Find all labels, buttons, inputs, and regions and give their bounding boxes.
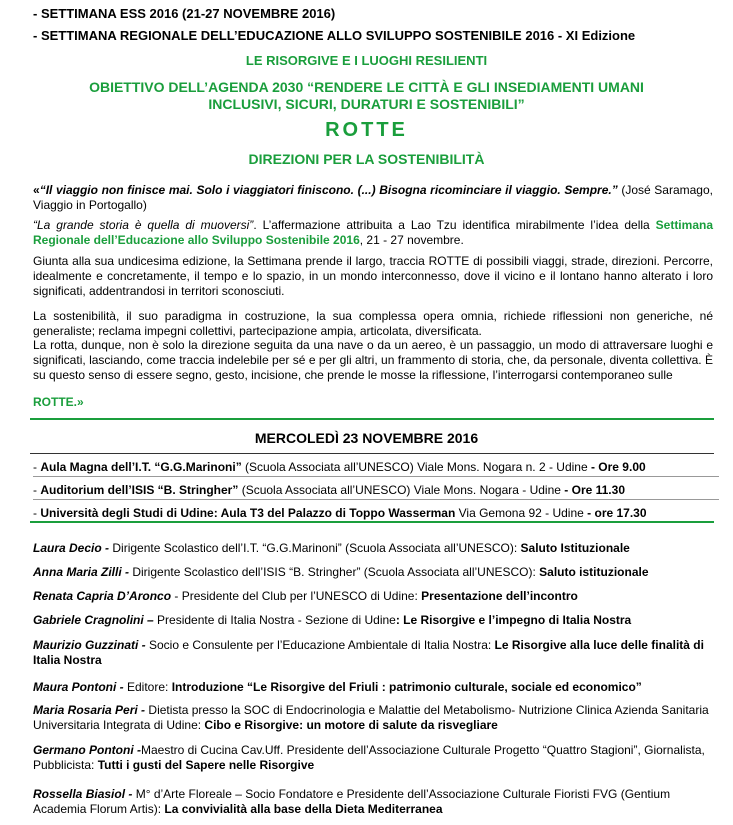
intro-closing: ROTTE.»	[33, 395, 84, 409]
speaker-role: Editore:	[123, 680, 172, 694]
speaker-4	[33, 613, 723, 628]
title-objective: OBIETTIVO DELL’AGENDA 2030 “RENDERE LE CITTÀ E GLI INSEDIAMENTI UMANI	[89, 79, 644, 95]
location-desc: (Scuola Associata all’UNESCO) Viale Mons. Nogara - Udine	[238, 483, 565, 497]
divider-loc-2	[33, 499, 719, 500]
intro-paragraph-3: Giunta alla sua undicesima edizione, la Settimana prende il largo, traccia ROTTE di possibili viaggi, strade, direzioni. Percorre, idealmente e concretamente, il tempo e lo spazio, in un mondo interconnesso, dove il vicino e il lontano hanno alterato i loro significati, addentrandosi in territori sconosciuti.	[33, 254, 713, 298]
location-desc: Via Gemona 92 - Udine	[455, 506, 588, 520]
quote-source: (José Saramago, Viaggio in Portogallo)	[33, 183, 713, 212]
title-rotte: ROTTE	[325, 119, 408, 141]
location-dash: -	[33, 460, 41, 474]
speaker-topic: Tutti i gusti del Sapere nelle Risorgive	[97, 758, 315, 772]
open-quote-mark: «	[33, 183, 40, 197]
location-dash: -	[33, 506, 41, 520]
speaker-topic: Saluto Istituzionale	[520, 541, 630, 555]
speaker-5	[33, 638, 723, 668]
intro-quote-paragraph	[33, 183, 713, 213]
location-3	[33, 506, 719, 521]
speaker-name: Germano Pontoni -	[33, 743, 141, 757]
intro-p2-end: , 21 - 27 novembre.	[359, 233, 464, 247]
intro-p2-text: . L’affermazione attribuita a Lao Tzu identifica mirabilmente l’idea della	[253, 218, 656, 232]
speaker-7	[33, 703, 723, 733]
intro-paragraph-5: La rotta, dunque, non è solo la direzione seguita da una nave o da un aereo, è un passaggio, un modo di attraversare luoghi e significati, lasciando, come traccia indelebile per sé e per gli altri, un frammento di storia, che, da personale, diventa collettiva. È su questo senso di essere segno, gesto, incisione, che prende le mosse la riflessione, l’interrogarsi contemporaneo sulle	[33, 338, 713, 382]
event-line-2: - SETTIMANA REGIONALE DELL’EDUCAZIONE ALLO SVILUPPO SOSTENIBILE 2016 - XI Edizione	[33, 28, 636, 43]
speaker-name: Maurizio Guzzinati -	[33, 638, 146, 652]
divider-bottom	[30, 521, 714, 523]
subtitle-directions: DIREZIONI PER LA SOSTENIBILITÀ	[248, 151, 485, 167]
speaker-role: Socio e Consulente per l’Educazione Ambientale di Italia Nostra:	[145, 638, 495, 652]
date-heading: MERCOLEDÌ 23 NOVEMBRE 2016	[254, 430, 479, 446]
speaker-name: Laura Decio -	[33, 541, 110, 555]
speaker-name: Renata Capria D’Aronco	[33, 589, 172, 603]
location-name: Auditorium dell’ISIS “B. Stringher”	[40, 483, 239, 497]
settimana-name: Settimana Regionale dell’Educazione allo Sviluppo Sostenibile 2016	[33, 218, 713, 247]
speaker-role: Presidente di Italia Nostra - Sezione di Udine	[153, 613, 396, 627]
location-name: Aula Magna dell’I.T. “G.G.Marinoni”	[40, 460, 242, 474]
speaker-role: - Presidente del Club per l’UNESCO di Udine:	[171, 589, 422, 603]
location-name: Università degli Studi di Udine: Aula T3 del Palazzo di Toppo Wasserman	[40, 506, 456, 520]
speaker-role: Dirigente Scolastico dell’ISIS “B. Stringher” (Scuola Associata all’UNESCO):	[129, 565, 540, 579]
location-1	[33, 460, 719, 475]
speaker-8	[33, 743, 723, 773]
speaker-name: Rossella Biasiol -	[33, 787, 133, 801]
location-time: - ore 17.30	[587, 506, 647, 520]
saramago-quote: “Il viaggio non finisce mai. Solo i viaggiatori finiscono. (...) Bisogna ricominciare il viaggio. Sempre.”	[39, 183, 618, 197]
location-time: - Ore 9.00	[590, 460, 646, 474]
speaker-name: Maura Pontoni -	[33, 680, 124, 694]
title-objective-2: INCLUSIVI, SICURI, DURATURI E SOSTENIBILI”	[208, 96, 525, 112]
speaker-role: Dietista presso la SOC di Endocrinologia e Malattie del Metabolismo- Nutrizione Clinica Azienda Sanitaria Universitaria Integrata di Udine:	[33, 703, 709, 732]
speaker-topic: Le Risorgive alla luce delle finalità di Italia Nostra	[33, 638, 704, 667]
speaker-1	[33, 541, 723, 556]
title-risorgive: LE RISORGIVE E I LUOGHI RESILIENTI	[245, 53, 488, 68]
divider-loc-1	[33, 476, 719, 477]
speaker-name: Maria Rosaria Peri -	[33, 703, 146, 717]
event-line-1: - SETTIMANA ESS 2016 (21-27 NOVEMBRE 2016)	[33, 6, 336, 21]
location-2	[33, 483, 719, 498]
speaker-role: Maestro di Cucina Cav.Uff. Presidente dell’Associazione Culturale Progetto “Quattro Stagioni”, Giornalista, Pubblicista:	[33, 743, 705, 772]
speaker-role: Dirigente Scolastico dell’I.T. “G.G.Marinoni” (Scuola Associata all’UNESCO):	[109, 541, 521, 555]
speaker-topic: Cibo e Risorgive: un motore di salute da risvegliare	[204, 718, 498, 732]
divider-top	[30, 418, 714, 420]
location-dash: -	[33, 483, 41, 497]
speaker-2	[33, 565, 723, 580]
speaker-name: Anna Maria Zilli -	[33, 565, 130, 579]
location-time: - Ore 11.30	[564, 483, 625, 497]
divider-date	[30, 453, 714, 454]
speaker-3	[33, 589, 723, 604]
intro-paragraph-4: La sostenibilità, il suo paradigma in costruzione, la sua complessa opera omnia, richiede riflessioni non generiche, né generaliste; reclama impegni collettivi, partecipazione ampia, articolata, diversificata.	[33, 309, 713, 338]
speaker-topic: Presentazione dell’incontro	[421, 589, 578, 603]
speaker-topic: La convivialità alla base della Dieta Mediterranea	[164, 802, 443, 816]
speaker-topic: : Le Risorgive e l’impegno di Italia Nostra	[395, 613, 632, 627]
speaker-role: M° d’Arte Floreale – Socio Fondatore e Presidente dell’Associazione Culturale Fioristi FVG (Gentium Academia Florum Artis):	[33, 787, 671, 816]
speaker-6	[33, 680, 723, 695]
speaker-topic: Introduzione “Le Risorgive del Friuli : patrimonio culturale, sociale ed economico”	[171, 680, 642, 694]
location-desc: (Scuola Associata all’UNESCO) Viale Mons. Nogara n. 2 - Udine	[241, 460, 591, 474]
speaker-name: Gabriele Cragnolini –	[33, 613, 154, 627]
speaker-9	[33, 787, 723, 817]
intro-paragraph-2	[33, 218, 713, 248]
lao-tzu-quote: “La grande storia è quella di muoversi”	[33, 218, 254, 232]
speaker-topic: Saluto istituzionale	[539, 565, 649, 579]
